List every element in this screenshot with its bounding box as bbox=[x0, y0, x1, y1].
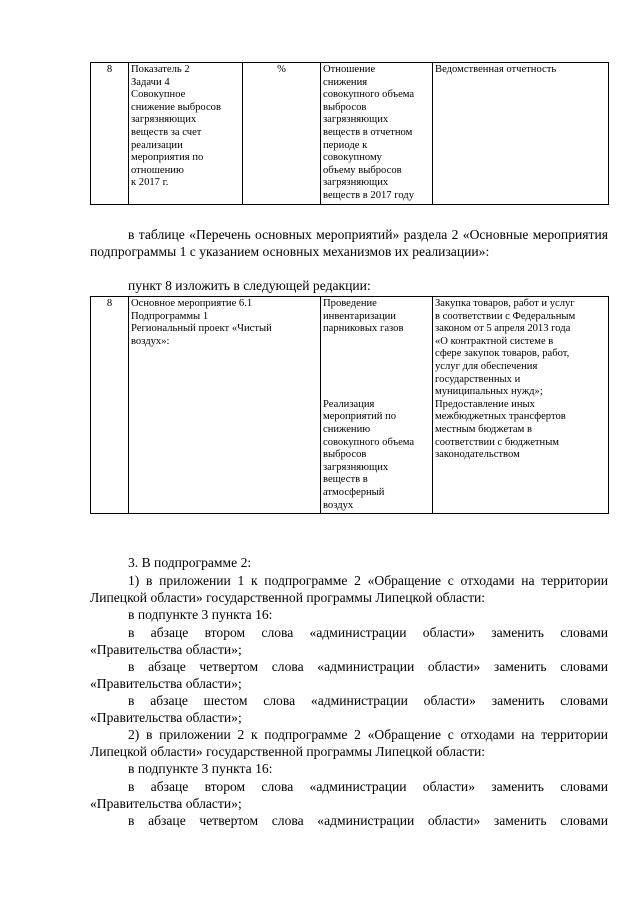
paragraph: в таблице «Перечень основных мероприятий» раздела 2 «Основные мероприятия подпрограммы 1 с указанием основных механизмов их реализации»: bbox=[90, 227, 608, 259]
task-1: Проведение инвентаризации парниковых газов bbox=[323, 298, 404, 335]
source-cell: Ведомственная отчетность bbox=[433, 63, 609, 205]
paragraph: в абзаце втором слова «администрации области» заменить словами «Правительства области»; bbox=[90, 625, 608, 657]
indicator-table bbox=[90, 62, 609, 205]
indicator-cell: Показатель 2 Задачи 4 Совокупное снижение выбросов загрязняющих веществ за счет реализации мероприятия по отношению к 2017 г. bbox=[129, 63, 243, 205]
paragraph: в подпункте 3 пункта 16: bbox=[128, 761, 273, 776]
tasks-cell bbox=[321, 297, 433, 514]
unit-cell: % bbox=[243, 63, 321, 205]
paragraph: в подпункте 3 пункта 16: bbox=[128, 607, 273, 622]
paragraph: 3. В подпрограмме 2: bbox=[128, 555, 252, 570]
table-row bbox=[91, 297, 609, 514]
paragraph: в абзаце четвертом слова «администрации области» заменить словами «Правительства области»; bbox=[90, 659, 608, 691]
paragraph: 1) в приложении 1 к подпрограмме 2 «Обращение с отходами на территории Липецкой области» государственной программы Липецкой области: bbox=[90, 573, 608, 605]
task-2: Реализация мероприятий по снижению совокупного объема выбросов загрязняющих веществ в атмосферный воздух bbox=[323, 398, 415, 511]
paragraph: в абзаце четвертом слова «администрации области» заменить словами bbox=[128, 813, 608, 828]
activities-table bbox=[90, 296, 609, 514]
row-number: 8 bbox=[91, 63, 129, 205]
activity-cell: Основное мероприятие 6.1 Подпрограммы 1 Региональный проект «Чистый воздух»: bbox=[129, 297, 321, 514]
mechanisms-cell: Закупка товаров, работ и услуг в соответствии с Федеральным законом от 5 апреля 2013 года «О контрактной системе в сфере закупок товаров, работ, услуг для обеспечения государственных и муниципальных нужд»; Предоставление иных межбюджетных трансфертов местным бюджетам в соответствии с бюджетным законодательством bbox=[433, 297, 609, 514]
row-number: 8 bbox=[91, 297, 129, 514]
table-row bbox=[91, 63, 609, 205]
paragraph: пункт 8 изложить в следующей редакции: bbox=[128, 278, 371, 293]
paragraph: в абзаце втором слова «администрации области» заменить словами «Правительства области»; bbox=[90, 779, 608, 811]
method-cell: Отношение снижения совокупного объема выбросов загрязняющих веществ в отчетном периоде к совокупному объему выбросов загрязняющих веществ в 2017 году bbox=[321, 63, 433, 205]
paragraph: в абзаце шестом слова «администрации области» заменить словами «Правительства области»; bbox=[90, 693, 608, 725]
paragraph: 2) в приложении 2 к подпрограмме 2 «Обращение с отходами на территории Липецкой области» государственной программы Липецкой области: bbox=[90, 727, 608, 759]
